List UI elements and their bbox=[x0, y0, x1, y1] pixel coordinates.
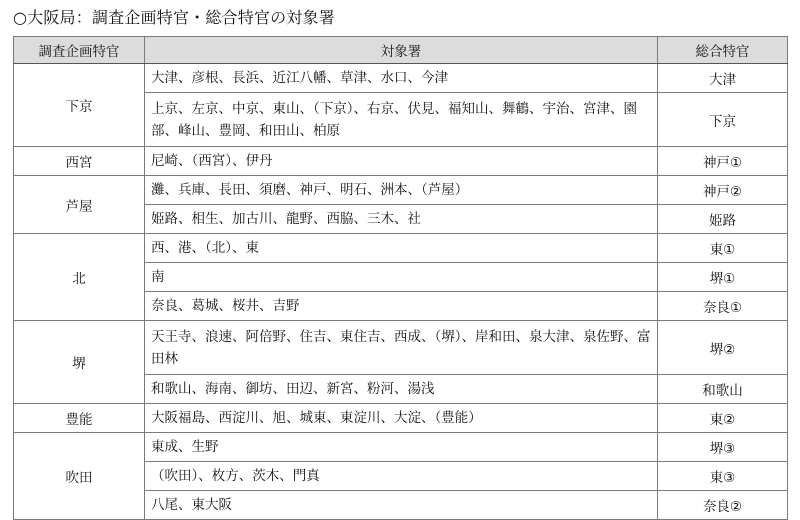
target-cell: 天王寺、浪速、阿倍野、住吉、東住吉、西成、（堺）、岸和田、泉大津、泉佐野、富田林 bbox=[145, 321, 658, 375]
general-cell: 大津 bbox=[658, 64, 788, 93]
investigation-cell: 堺 bbox=[14, 321, 145, 404]
table-row bbox=[14, 64, 788, 93]
investigation-cell: 豊能 bbox=[14, 404, 145, 433]
investigation-cell: 北 bbox=[14, 234, 145, 321]
general-cell: 堺③ bbox=[658, 433, 788, 462]
header-target: 対象署 bbox=[145, 37, 658, 64]
target-cell: 西、港、（北）、東 bbox=[145, 234, 658, 263]
table-header bbox=[14, 37, 788, 64]
header-investigation: 調査企画特官 bbox=[14, 37, 145, 64]
table-row bbox=[14, 433, 788, 462]
general-cell: 下京 bbox=[658, 93, 788, 147]
general-cell: 神戸② bbox=[658, 176, 788, 205]
general-cell: 堺② bbox=[658, 321, 788, 375]
group-shimogyo bbox=[14, 64, 788, 147]
header-row bbox=[14, 37, 788, 64]
target-cell: （吹田）、枚方、茨木、門真 bbox=[145, 462, 658, 491]
group-ashiya bbox=[14, 176, 788, 234]
table-row bbox=[14, 321, 788, 375]
investigation-cell: 西宮 bbox=[14, 147, 145, 176]
document-title: ○大阪局：調査企画特官・総合特官の対象署 bbox=[13, 8, 335, 27]
investigation-cell: 吹田 bbox=[14, 433, 145, 520]
group-toyono bbox=[14, 404, 788, 433]
target-cell: 尼崎、（西宮）、伊丹 bbox=[145, 147, 658, 176]
general-cell: 姫路 bbox=[658, 205, 788, 234]
target-cell: 上京、左京、中京、東山、（下京）、右京、伏見、福知山、舞鶴、宇治、宮津、園部、峰山、豊岡、和田山、柏原 bbox=[145, 93, 658, 147]
target-cell: 東成、生野 bbox=[145, 433, 658, 462]
general-cell: 奈良② bbox=[658, 491, 788, 520]
group-nishinomiya bbox=[14, 147, 788, 176]
table-row bbox=[14, 176, 788, 205]
target-cell: 大阪福島、西淀川、旭、城東、東淀川、大淀、（豊能） bbox=[145, 404, 658, 433]
target-cell: 奈良、葛城、桜井、吉野 bbox=[145, 292, 658, 321]
target-cell: 灘、兵庫、長田、須磨、神戸、明石、洲本、（芦屋） bbox=[145, 176, 658, 205]
group-sakai bbox=[14, 321, 788, 404]
target-cell: 南 bbox=[145, 263, 658, 292]
general-cell: 神戸① bbox=[658, 147, 788, 176]
target-cell: 大津、彦根、長浜、近江八幡、草津、水口、今津 bbox=[145, 64, 658, 93]
office-assignment-table bbox=[13, 36, 788, 520]
general-cell: 東① bbox=[658, 234, 788, 263]
general-cell: 奈良① bbox=[658, 292, 788, 321]
target-cell: 姫路、相生、加古川、龍野、西脇、三木、社 bbox=[145, 205, 658, 234]
general-cell: 堺① bbox=[658, 263, 788, 292]
general-cell: 和歌山 bbox=[658, 375, 788, 404]
general-cell: 東③ bbox=[658, 462, 788, 491]
investigation-cell: 芦屋 bbox=[14, 176, 145, 234]
group-suita bbox=[14, 433, 788, 520]
investigation-cell: 下京 bbox=[14, 64, 145, 147]
general-cell: 東② bbox=[658, 404, 788, 433]
target-cell: 八尾、東大阪 bbox=[145, 491, 658, 520]
group-kita bbox=[14, 234, 788, 321]
table-row bbox=[14, 147, 788, 176]
table-row bbox=[14, 234, 788, 263]
table-row bbox=[14, 404, 788, 433]
header-general: 総合特官 bbox=[658, 37, 788, 64]
target-cell: 和歌山、海南、御坊、田辺、新宮、粉河、湯浅 bbox=[145, 375, 658, 404]
